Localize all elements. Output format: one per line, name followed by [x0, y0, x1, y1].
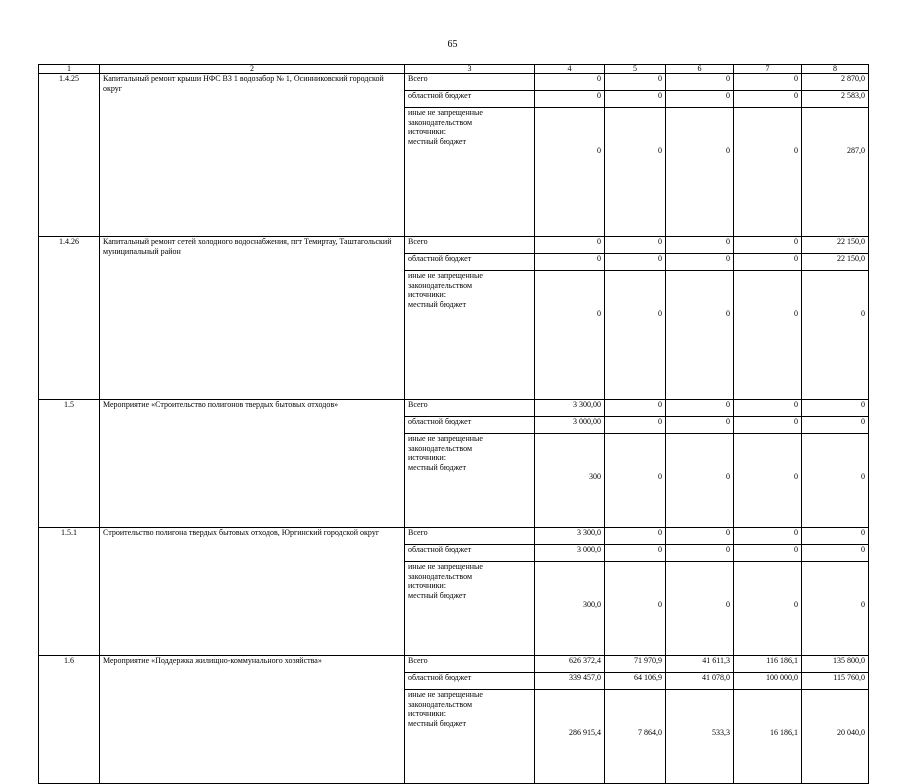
table-body — [39, 65, 869, 784]
value-total: 0 — [666, 74, 734, 91]
value-local: 0 — [734, 108, 802, 237]
value-local: 0 — [802, 562, 869, 656]
row-code: 1.6 — [39, 656, 100, 784]
source-other-line: источники: — [408, 290, 446, 299]
source-local-label: местный бюджет — [408, 136, 466, 146]
source-other-line: источники: — [408, 453, 446, 462]
value-total: 116 186,1 — [734, 656, 802, 673]
source-other-line: законодательством — [408, 699, 473, 709]
value-total: 0 — [535, 237, 605, 254]
value-local: 0 — [666, 271, 734, 400]
source-other-label — [405, 562, 535, 656]
value-regional: 0 — [666, 545, 734, 562]
source-other-line: законодательством — [408, 280, 473, 290]
value-local: 286 915,4 — [535, 690, 605, 784]
source-total-label: Всего — [405, 74, 535, 91]
value-total: 22 150,0 — [802, 237, 869, 254]
table-row-total — [39, 656, 869, 673]
value-local: 0 — [605, 562, 666, 656]
value-total: 71 970,9 — [605, 656, 666, 673]
value-regional: 64 106,9 — [605, 673, 666, 690]
source-other-label — [405, 690, 535, 784]
source-local-label: местный бюджет — [408, 462, 466, 472]
source-regional-label: областной бюджет — [405, 417, 535, 434]
source-other-line: иные не запрещенные — [408, 562, 483, 571]
value-total: 0 — [605, 237, 666, 254]
value-regional: 0 — [535, 91, 605, 108]
value-regional: 0 — [734, 545, 802, 562]
value-local: 0 — [535, 271, 605, 400]
value-regional: 2 583,0 — [802, 91, 869, 108]
value-total: 0 — [734, 528, 802, 545]
value-local: 0 — [734, 271, 802, 400]
value-local: 0 — [666, 434, 734, 528]
column-number-1: 1 — [39, 65, 100, 74]
source-regional-label: областной бюджет — [405, 254, 535, 271]
value-local: 0 — [734, 434, 802, 528]
source-other-line: законодательством — [408, 571, 473, 581]
source-other-line: законодательством — [408, 443, 473, 453]
column-number-7: 7 — [734, 65, 802, 74]
source-other-label — [405, 271, 535, 400]
row-name: Капитальный ремонт крыши НФС ВЗ 1 водозабор № 1, Осинниковский городской округ — [100, 74, 405, 237]
value-total: 3 300,0 — [535, 528, 605, 545]
row-name: Капитальный ремонт сетей холодного водоснабжения, пгт Темиртау, Таштагольский муниципальный район — [100, 237, 405, 400]
column-number-5: 5 — [605, 65, 666, 74]
column-number-row — [39, 65, 869, 74]
value-total: 3 300,00 — [535, 400, 605, 417]
value-regional: 0 — [666, 254, 734, 271]
value-regional: 339 457,0 — [535, 673, 605, 690]
value-local: 20 040,0 — [802, 690, 869, 784]
source-total-label: Всего — [405, 656, 535, 673]
value-local: 300,0 — [535, 562, 605, 656]
source-regional-label: областной бюджет — [405, 673, 535, 690]
value-local: 287,0 — [802, 108, 869, 237]
source-other-line: иные не запрещенные — [408, 108, 483, 117]
value-regional: 0 — [666, 417, 734, 434]
value-regional: 0 — [802, 417, 869, 434]
source-other-line: иные не запрещенные — [408, 434, 483, 443]
value-local: 300 — [535, 434, 605, 528]
table-row-total — [39, 400, 869, 417]
value-local: 0 — [605, 108, 666, 237]
source-other-line: источники: — [408, 581, 446, 590]
value-regional: 115 760,0 — [802, 673, 869, 690]
row-name: Строительство полигона твердых бытовых отходов, Юргинский городской округ — [100, 528, 405, 656]
value-regional: 100 000,0 — [734, 673, 802, 690]
value-local: 0 — [605, 434, 666, 528]
source-total-label: Всего — [405, 237, 535, 254]
value-local: 533,3 — [666, 690, 734, 784]
source-local-label: местный бюджет — [408, 718, 466, 728]
value-regional: 0 — [734, 417, 802, 434]
row-name: Мероприятие «Поддержка жилищно-коммунального хозяйства» — [100, 656, 405, 784]
row-name: Мероприятие «Строительство полигонов твердых бытовых отходов» — [100, 400, 405, 528]
row-code: 1.4.25 — [39, 74, 100, 237]
source-local-label: местный бюджет — [408, 299, 466, 309]
value-total: 0 — [666, 400, 734, 417]
source-other-line: иные не запрещенные — [408, 271, 483, 280]
value-regional: 0 — [535, 254, 605, 271]
row-code: 1.5.1 — [39, 528, 100, 656]
source-other-line: законодательством — [408, 117, 473, 127]
column-number-8: 8 — [802, 65, 869, 74]
table-row-total — [39, 237, 869, 254]
source-other-label — [405, 108, 535, 237]
row-code: 1.5 — [39, 400, 100, 528]
source-regional-label: областной бюджет — [405, 91, 535, 108]
value-total: 0 — [535, 74, 605, 91]
column-number-3: 3 — [405, 65, 535, 74]
value-regional: 0 — [605, 417, 666, 434]
source-total-label: Всего — [405, 400, 535, 417]
value-local: 0 — [666, 108, 734, 237]
value-total: 41 611,3 — [666, 656, 734, 673]
value-local: 0 — [666, 562, 734, 656]
value-regional: 0 — [802, 545, 869, 562]
value-total: 626 372,4 — [535, 656, 605, 673]
value-local: 0 — [605, 271, 666, 400]
value-regional: 0 — [734, 254, 802, 271]
value-total: 0 — [666, 237, 734, 254]
column-number-6: 6 — [666, 65, 734, 74]
value-total: 0 — [666, 528, 734, 545]
value-total: 0 — [605, 528, 666, 545]
column-number-4: 4 — [535, 65, 605, 74]
value-total: 0 — [734, 74, 802, 91]
value-regional: 0 — [605, 545, 666, 562]
value-total: 0 — [734, 237, 802, 254]
value-total: 2 870,0 — [802, 74, 869, 91]
table-row-total — [39, 528, 869, 545]
value-regional: 3 000,0 — [535, 545, 605, 562]
value-regional: 0 — [734, 91, 802, 108]
value-total: 135 800,0 — [802, 656, 869, 673]
source-other-line: источники: — [408, 709, 446, 718]
source-total-label: Всего — [405, 528, 535, 545]
page-number: 65 — [447, 39, 458, 50]
value-regional: 0 — [605, 254, 666, 271]
value-local: 0 — [802, 271, 869, 400]
value-regional: 3 000,00 — [535, 417, 605, 434]
value-total: 0 — [734, 400, 802, 417]
budget-table — [38, 64, 869, 784]
value-local: 7 864,0 — [605, 690, 666, 784]
value-total: 0 — [605, 74, 666, 91]
value-local: 0 — [734, 562, 802, 656]
source-regional-label: областной бюджет — [405, 545, 535, 562]
column-number-2: 2 — [100, 65, 405, 74]
value-total: 0 — [802, 528, 869, 545]
value-total: 0 — [802, 400, 869, 417]
value-local: 0 — [535, 108, 605, 237]
value-regional: 0 — [605, 91, 666, 108]
value-local: 0 — [802, 434, 869, 528]
value-regional: 0 — [666, 91, 734, 108]
source-local-label: местный бюджет — [408, 590, 466, 600]
row-code: 1.4.26 — [39, 237, 100, 400]
source-other-label — [405, 434, 535, 528]
value-total: 0 — [605, 400, 666, 417]
source-other-line: источники: — [408, 127, 446, 136]
value-regional: 22 150,0 — [802, 254, 869, 271]
source-other-line: иные не запрещенные — [408, 690, 483, 699]
table-row-total — [39, 74, 869, 91]
value-regional: 41 078,0 — [666, 673, 734, 690]
value-local: 16 186,1 — [734, 690, 802, 784]
